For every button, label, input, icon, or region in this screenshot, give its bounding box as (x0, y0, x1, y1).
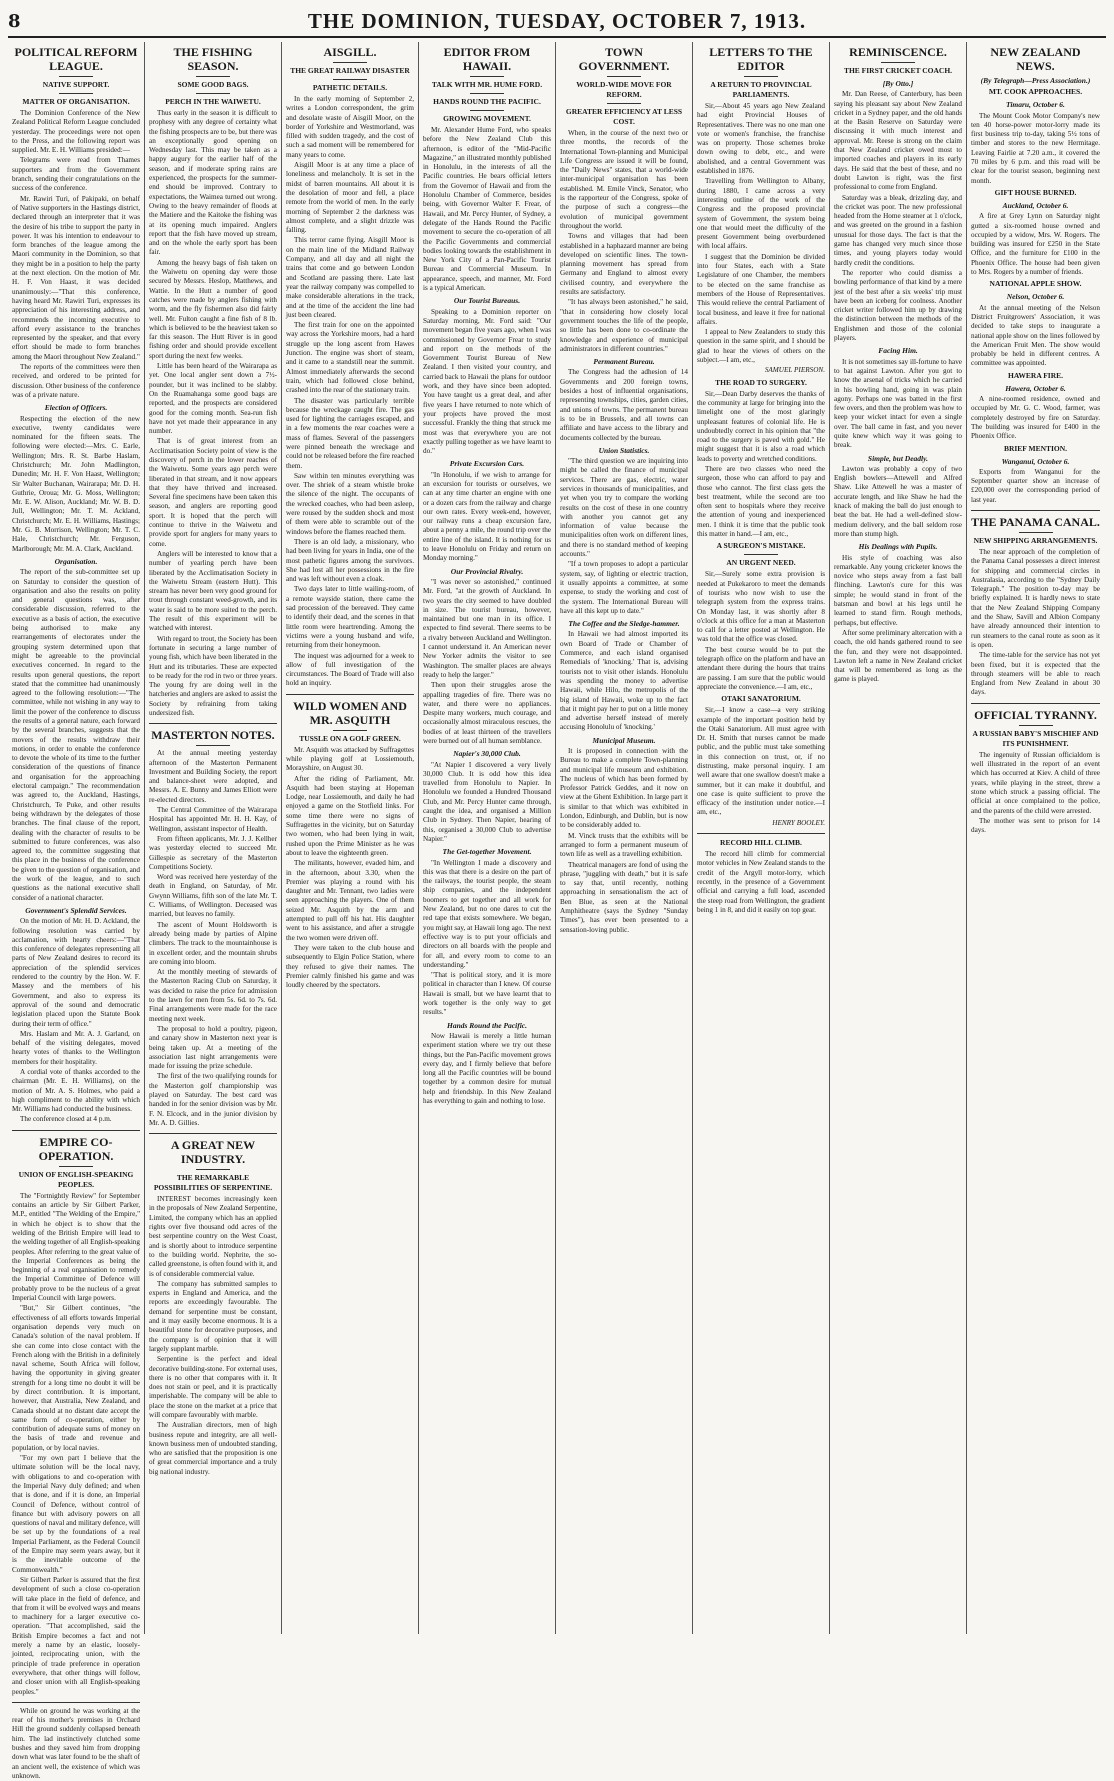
paragraph: Mr. Alexander Hume Ford, who speaks before the New Zealand Club this afternoon, is editor of the "Mid-Pacific Magazine," an illustrated monthly published in Honolulu, in the interests of all the Pacific countries. He bears official letters from the Governor of Hawaii and from the Honolulu Chamber of Commerce, besides being, with Governor Walter F. Frear, of Hawaii, and Mr. Percy Hunter, of Sydney, a delegate of the Hands Round the Pacific movement to secure the co-operation of all the Pacific Governments and commercial bodies looking towards the establishment in New York City of a Pan-Pacific Tourist Bureau and Commercial Museum. In appearance, speech, and manner, Mr. Ford is a typical American. (423, 126, 551, 293)
paragraph: The report of the sub-committee set up on Saturday to consider the question of organisation and also the results on polity and general questions was, after considerable discussion, referred to the executive as a basis of action, the executive being authorised to make any rearrangements of electorates under the grouping system determined upon that might be agreeable to the provincial executives concerned. In regard to the results upon general questions, the report stated that the committee had unanimously agreed to the following resolution:—"The committee, while not wishing in any way to limit the power of the conference to discuss the results of a general nature, each forward by the several branches, suggests that the movers of the results withdraw their motions, in order to enable the conference to devote the whole of its time to the further consideration of the questions of finance and organisation for the approaching electoral campaign." The recommendation was agreed to, the Auckland, Hastings, Christchurch, Te Puke, and other results being withdrawn by the delegates of those branches. The final clause of the report, dealing with the character of results to be submitted to future conferences, was also agreed to, the committee suggesting that this place in the business of the conference be given to the question of organisation, and the work of the league, and to such questions as the national executive shall consider of a national character. (12, 568, 140, 902)
paragraph: "If a town proposes to adopt a particular system, say, of lighting or electric traction, it usually appoints a committee, at some expense, to study the working and cost of the system. The International Bureau will have all this kept up to date." (560, 560, 688, 615)
paragraph: It is proposed in connection with the Bureau to make a complete Town-planning and municipal life museum and exhibition. The nucleus of which has been formed by Professor Patrick Geddes, and it now on view at the Ghent Exhibition. In large part it is similar to that which was exhibited in London, Edinburgh, and Dublin, but is now to be considerably added to. (560, 747, 688, 830)
paragraph: When, in the course of the next two or three months, the records of the International Town-planning and Municipal Life Congress are issued it will be found, the "Daily News" states, that a world-wide inter-municipal organisation has been established. M. Emile Vinck, Senator, who is the rapporteur of the Congress, spoke of the purpose of such a congress—the evolution of municipal government throughout the world. (560, 129, 688, 230)
paragraph: The inquest was adjourned for a week to allow of full investigation of the circumstances. The Board of Trade will also hold an inquiry. (286, 651, 414, 688)
paragraph: Speaking to a Dominion reporter on Saturday morning, Mr. Ford said: "Our movement began five years ago, when I was commissioned by Governor Frear to study and report on the methods of the Government Tourist Bureau of New Zealand. I then visited your country, and carried back to Hawaii the plans for outdoor work, and they have since been adopted. You have taught us a great deal, and after five years I have returned to note which of your projects have proved the most successful. Frankly the thing that struck me most was that everywhere you are not exactly pulling together as we have learnt to do." (423, 307, 551, 456)
subheading: NATIVE SUPPORT. (42, 80, 110, 89)
paragraph: Respecting the election of the new executive, twenty candidates were nominated for the fifteen seats. The following were elected:—Mrs. C. Earle, Wellington; Mrs. R. St. Barbe Haslam, Christchurch; Mr. John Madlington, Dunedin; Mr. H. F. Von Haast, Wellington; Sir Walter Buchanan, Wairarapa; Mr. D. H. Guthrie, Oroua; Mr. G. Moss, Wellington; Mr. E. W. Alison, Auckland; Mr. W. B. D. Jull, Wellington; Mr. T. M. Ackland, Christchurch; Mr. E. H. Williams, Hastings; Mr. G. B. Morrison, Wellington; Mr. T. C. Hale, Christchurch; Mr. Ferguson, Marlborough; Mr. M. A. Clark, Auckland. (12, 414, 140, 553)
paragraph: From fifteen applicants, Mr. J. J. Kellher was yesterday elected to succeed Mr. Gillespie as secretary of the Masterton Competitions Society. (149, 834, 277, 871)
paragraph: The conference closed at 4 p.m. (20, 1115, 112, 1124)
rule (1019, 725, 1053, 726)
paragraph: Travelling from Wellington to Albany, during 1880, I came across a very interesting outline of the work of the Congress and the proposed provincial system of Government, the system being one that would meet the difficulty of the present Government being overburdened with local affairs. (697, 177, 825, 251)
rule (607, 103, 641, 104)
byline: [By Otto.] (882, 79, 914, 88)
rule (59, 93, 93, 94)
paragraph: Aisgill Moor is at any time a place of loneliness and melancholy. It is set in the midst of barren mountains. All about it is the desolation of moor and fell, a place remote from the world of men. In the early morning of September 2 the darkness was almost complete, and a slight drizzle was falling. (286, 161, 414, 235)
news-item-heading: MT. COOK APPROACHES. (988, 87, 1083, 97)
subheading: THE FIRST CRICKET COACH. (843, 66, 953, 75)
paragraph: The militants, however, evaded him, and in the afternoon, about 3.30, when the Premier was playing a round with his daughter and Mr. Tennant, two ladies were seen approaching the players. One of them seized Mr. Asquith by the arm and attempted to pull off his hat. His daughter went to his assistance, and after a struggle the two women were driven off. (286, 859, 414, 942)
subheading: OTAKI SANATORIUM. (721, 694, 801, 704)
paragraph: At the annual meeting of the Nelson District Fruitgrowers' Association, it was decided to take steps to inaugurate a national apple show on the lines followed by the American Fruit Men. The show would probably be held in different centres. A committee was appointed. (971, 303, 1100, 368)
paragraph: Sir Gilbert Parker is assured that the first development of such a close co-operation will take place in the field of defence, and that from it will be evolved ways and means to machinery for a larger executive co-operation. "That accomplished, said the British Empire becomes a fact and not merely a name by an elastic, loosely-jointed, reciprocating union, with the principle of trade preference in operation everywhere, that other things will follow, and closer union with all English-speaking peoples." (12, 1575, 140, 1696)
section-heading: Our Tourist Bureaus. (453, 296, 521, 306)
paragraph: This terror came flying. Aisgill Moor is on the main line of the Midland Railway Company, and all day and all night the trains that come and go between London and Scotland are passing there. Late last year the railway company was compelled to make considerable alterations in the track, and at the time of the accident the line had just been cleared. (286, 236, 414, 319)
news-item-heading: NATIONAL APPLE SHOW. (989, 279, 1082, 289)
paragraph: Lawton was probably a copy of two English bowlers—Attewell and Alfred Shaw. Like Attewell he was a master of accurate length, and like Shaw he had the knack of making the ball do just enough to beat the bat. He had a well-defined slow-medium delivery, and the ball seldom rose more than stump high. (834, 464, 962, 538)
paragraph: Sir,—I know a case—a very striking example of the important position held by the Otaki Sanatorium. All must agree with Dr. H. Smith that nurses cannot be made public, and the public must take something in this connection on trust, or, if no distrusting, make personal inquiry. I am well aware that one swallow doesn't make a summer, but it can make it doubtful, and one case is quite sufficient to prove the efficacy of the institution under notice.—I am, etc., (697, 706, 825, 817)
rule (333, 730, 367, 731)
paragraph: The reporter who could dismiss a bowling performance of that kind by a mere jest of the best after a six weeks' trip must have been an iceberg for coolness. Another cricket writer followed him up by drawing the distinction between the methods of the Englishmen and those of the colonial players. (834, 268, 962, 343)
column-2 (145, 42, 282, 1634)
headline: TOWN GOVERNMENT. (578, 45, 670, 73)
section-heading: Municipal Museum. (592, 735, 656, 745)
subheading: GREATER EFFICIENCY AT LESS COST. (565, 107, 683, 126)
paragraph: "In Wellington I made a discovery and this was that there is a desire on the part of the railways, the tourist people, the steam ship companies, and the independent boomers to get together and all work for New Zealand, but no one dares to cut the red tape that exists somewhere. We began, you might say, at Hawaii long ago. The next effective way is to put your officials and directors on all boards with the people and for all, and every room to come to an understanding." (423, 858, 551, 969)
rule (196, 745, 230, 746)
columns (8, 42, 1106, 1780)
paragraph: At the annual meeting yesterday afternoon of the Masterton Permanent Investment and Building Society, the report and balance-sheet were adopted, and Messrs. A. E. Bunny and James Elliott were re-elected directors. (149, 749, 277, 804)
news-item-heading: HAWERA FIRE. (1007, 370, 1063, 380)
dateline: Hawera, October 6. (1005, 383, 1066, 393)
subheading: MATTER OF ORGANISATION. (22, 97, 130, 106)
paragraph: Mr. Rawiri Turi, of Pakipaki, on behalf of Native supporters in the Hastings district, declared through an interpreter that it was the desire of his tribe to support the party in power. It was his intention to endeavour to form branches of the league among the Maori community in the Dominion, so that they might be in a position to help the party at the next election. On the motion of Mr. H. F. Von Haast, it was decided unanimously:—"That this conference, having heard Mr. Rawiri Turi, expresses its appreciation of his interesting address, and recommends the incoming executive to afford every assistance to the branches represented by the speaker, and that every effort should be made to form branches among the Maori throughout New Zealand." (12, 194, 140, 361)
section-heading: Organisation. (54, 556, 98, 566)
subheading: SOME GOOD BAGS. (177, 80, 249, 89)
paragraph: A nine-roomed residence, owned and occupied by Mr. G. C. Wood, farmer, was completely destroyed by fire on Saturday. The building was insured for £400 in the Phoenix Office. (971, 395, 1100, 441)
section-heading: Permanent Bureau. (593, 357, 655, 367)
column-1 (8, 42, 145, 1780)
paragraph: Exports from Wanganui for the September quarter show an increase of £20,000 over the corresponding period of last year. (971, 467, 1100, 504)
dateline: Auckland, October 6. (1002, 200, 1069, 210)
paragraph: "At Napier I discovered a very lively 30,000 Club. It is odd how this idea travelled from Honolulu to Napier. In Honolulu we founded a Hundred Thousand Club, and Mr. Percy Hunter came through, caught the idea, and organised a Million Club in Sydney. Then Napier, hearing of this, organised a 30,000 Club to advertise Napier." (423, 760, 551, 843)
paragraph: "For my own part I believe that the ultimate solution will be the local navy, with obligations to and co-operation with the Imperial Navy duly defined; and when that is done, and if it is done, an Imperial Council of Defence, without control of finance but with advisory powers on all questions of naval and military defence, will be set up by the foundations of a real Imperial Parliament, as the Federal Council of the Empire may seem years away, but it is the inevitable outcome of the Commonwealth." (12, 1454, 140, 1574)
column-3 (282, 42, 419, 1634)
paragraph: His style of coaching was also remarkable. Any young cricketer knows the novice who steps away from a fast ball flinching. Lawton's cure for this was simple; he would stand in front of the batsman and bowl at his legs until he learned to stand firm. Rough methods, perhaps, but effective. (834, 553, 962, 627)
paragraph: The Central Committee of the Wairarapa Hospital has appointed Mr. H. H. Kay, of Wellington, assistant inspector of Health. (149, 806, 277, 833)
paragraph: Theatrical managers are fond of using the phrase, "juggling with death," but it is safe to say that, until recently, nothing approaching in sensationalism the act of Ben Blue, as seen at the National Amphitheatre (says the Sydney "Sunday Times"), has ever been presented to a sensation-loving public. (560, 860, 688, 934)
section-heading: Our Provincial Rivalry. (450, 566, 524, 576)
article-divider (149, 1133, 277, 1134)
paragraph: There are two classes who need the surgeon, those who can afford to pay and those who cannot. The first class gets the best treatment, while the second are too often sent to hospitals where they receive the attention of young and inexperienced men. I think it is time that the public took this matter in hand.—I am, etc., (697, 464, 825, 539)
subheading: THE ROAD TO SURGERY. (715, 377, 807, 387)
masthead-title: THE DOMINION, TUESDAY, OCTOBER 7, 1913. (307, 8, 807, 33)
paragraph: Mrs. Haslam and Mr. A. J. Garland, on behalf of the visiting delegates, moved hearty votes of thanks to the Wellington members for their hospitality. (12, 1029, 140, 1066)
subheading: NEW SHIPPING ARRANGEMENTS. (973, 535, 1098, 545)
rule (1019, 532, 1053, 533)
paragraph: A fire at Grey Lynn on Saturday night gutted a six-roomed house owned and occupied by a widow, Mrs. W. Rogers. The building was insured for £250 in the State Office, and the furniture for £100 in the Phoenix Office. The house had been given to Mrs. Rogers by a number of friends. (971, 212, 1100, 277)
paragraph: The proposal to hold a poultry, pigeon, and canary show in Masterton next year is being taken up. At a meeting of the association last night arrangements were made for issuing the prize schedule. (149, 1024, 277, 1071)
article-divider (149, 723, 277, 724)
paragraph: "The third question we are inquiring into might be called the finance of municipal services. There are gas, electric, water services in thousands of municipalities, and yet when you try to compare the working results on the cost of these in one country with another you cannot get any information of value because the municipalities often work on different lines, and there is no standard method of keeping accounts." (560, 457, 688, 559)
rule (744, 76, 778, 77)
column-8 (967, 42, 1104, 1634)
paragraph: Mr. Asquith was attacked by Suffragettes while playing golf at Lossiemouth, Morayshire, on August 30. (286, 745, 414, 773)
article-divider (286, 694, 414, 695)
paragraph: Sir,—About 45 years ago New Zealand had eight Provincial Houses of Representatives. There was no one man one vote or women's franchise, the franchise was on property. Those schemes broke down owing to debt, etc., and were abolished, and a central Government was established in 1876. (697, 102, 825, 176)
paragraph: They were taken to the club house and subsequently to Elgin Police Station, where they refused to give their names. The Premier calmly finished his game and was loudly cheered by the spectators. (286, 943, 414, 990)
paragraph: "I was never so astonished," continued Mr. Ford, "at the growth of Auckland. In two years the city seemed to have doubled in size. The tourist bureau, however, maintained but one man in its office. I expected to find several. There seems to be a rivalry between Auckland and Wellington. I cannot understand it. An American never New Yorker admits the visitor to see Washington. The smaller places are always ready to help the larger." (423, 577, 551, 679)
paragraph: I appeal to New Zealanders to study this question in the same spirit, and I should be glad to hear the views of others on the subject.—I am, etc., (697, 328, 825, 365)
headline: NEW ZEALAND NEWS. (990, 45, 1081, 73)
paragraph: The Australian directors, men of high business repute and integrity, are all well-known business men of undoubted standing, who are satisfied that the proposition is one of great commercial importance and a truly big national industry. (149, 1421, 277, 1476)
rule (470, 93, 504, 94)
paragraph: The Dominion Conference of the New Zealand Political Reform League concluded yesterday. The proceedings were not open to the Press, and the following report was supplied. Mr. E. H. Williams presided:— (12, 109, 140, 155)
headline: POLITICAL REFORM LEAGUE. (14, 45, 138, 73)
article-divider (971, 703, 1100, 704)
rule (333, 79, 367, 80)
paragraph: The near approach of the completion of the Panama Canal possesses a direct interest for shipping and commercial circles in Australasia, according to the "Sydney Daily Telegraph." The position to-day may be briefly explained. It is hardly news to state that the New Zealand Shipping Company and the Shaw, Savill and Albion Company have already announced their intention to run steamers to the canal route as soon as it is open. (971, 547, 1100, 649)
headline: EMPIRE CO-OPERATION. (38, 1134, 114, 1163)
subheading: THE GREAT RAILWAY DISASTER (290, 66, 410, 75)
paragraph: Sir,—Dean Darby deserves the thanks of the community at large for bringing into the limelight one of the most glaringly unpleasant features of colonial life. He is undoubtedly correct in his opinion that "the road to the surgery is paved with gold." He might suggest that it is also a road which leads to poverty and wretched conditions. (697, 389, 825, 463)
paragraph: INTEREST becomes increasingly keen in the proposals of New Zealand Serpentine, Limited, the company which has an applied rights over five thousand odd acres of the best serpentine country on the West Coast, and is shortly about to introduce serpentine to the building world. Nephrite, the so-called greenstone, is often found with it, and is of considerable commercial value. (149, 1195, 277, 1278)
article-divider (697, 833, 825, 834)
section-heading: The Get-together Movement. (442, 847, 532, 857)
signature: SAMUEL PIERSON. (764, 366, 825, 375)
section-heading: Facing Him. (878, 346, 918, 356)
rule (59, 1166, 93, 1167)
paragraph: The Mount Cook Motor Company's new ten 40 horse-power motor-lorry made its first business trip to-day, taking 5½ tons of timber and stores to the new Hermitage. Leaving Fairlie at 7.20 a.m., it covered the 70 miles by 6 p.m. and this road will be clear for the tourist season, beginning next month. (971, 111, 1100, 185)
subheading: A RUSSIAN BABY'S MISCHIEF AND ITS PUNISHMENT. (972, 728, 1099, 748)
paragraph: "That is political story, and it is more political in character than I knew. Of course Hawaii is small, but we have learnt that to work together is the only way to get results." (423, 971, 551, 1017)
rule (333, 62, 367, 63)
paragraph: The mother was sent to prison for 14 days. (971, 816, 1100, 835)
paragraph: "But," Sir Gilbert continues, "the effectiveness of all efforts towards Imperial organisation depends very much on Canada's solution of the naval problem. If she can come into close contact with the French along with the British in a definitely naval scheme, South Africa will follow, having the opportunity in giving greater strength for a long time no doubt it will be by direct contribution. It is important, however, that Australia, New Zealand, and Canada should at no distant date accept the same form of co-operation, either by contribution of adequate sums of money on the basis of trade and revenue and population, or by local navies. (12, 1304, 140, 1452)
paragraph: Saw within ten minutes everything was over. The shriek of a steam whistle broke the silence of the night. The occupants of the wrecked coaches, who had been asleep, were roused by the sudden shock and most of them were able to scramble out of the windows before the flames reached them. (286, 471, 414, 536)
article-divider (12, 1130, 140, 1131)
article-divider (971, 510, 1100, 511)
subheading: TUSSLE ON A GOLF GREEN. (299, 733, 401, 743)
paragraph: The time-table for the service has not yet been fixed, but it is expected that the through steamers will be able to reach England from New Zealand in about 30 days. (971, 651, 1100, 697)
section-heading: Napier's 30,000 Club. (453, 749, 521, 759)
headline: THE FISHING SEASON. (173, 45, 253, 73)
paragraph: The company has submitted samples to experts in England and America, and the reports are exceedingly favourable. The demand for serpentine must be constant, and it may easily become enormous. It is a beautiful stone for decorative purposes, and the company is of opinion that it will largely supplant marble. (149, 1279, 277, 1353)
paragraph: After some preliminary altercation with a coach, the old hands gathered round to see the fun, and they were not disappointed. Lawton left a name in New Zealand cricket that will be remembered as long as the game is played. (834, 628, 962, 684)
subheading: AN URGENT NEED. (726, 558, 796, 568)
subheading: UNION OF ENGLISH-SPEAKING PEOPLES. (18, 1169, 134, 1189)
paragraph: I suggest that the Dominion be divided into four States, each with a State Legislature of one Chamber, the members to be elected on the same franchise as members of the House of Representatives. This would relieve the central Parliament of local business, and leave it free for national affairs. (697, 252, 825, 326)
paragraph: Mr. Dan Reese, of Canterbury, has been saying his pleasant say about New Zealand cricket in a Sydney paper, and the old hands at the Basin Reserve on Saturday were discussing it with much interest and approval. Mr. Reese is strong on the claim that New Zealand cricket owed most to imported coaches and players in its early days. He said that the best of these, and no doubt Lawton is right, was the first professional to come from England. (834, 90, 962, 192)
paragraph: In Hawaii we had almost imported its own Board of Trade or Chamber of Commerce, and each island organised Remedials of 'knocking.' That is, advising tourists not to visit other islands. Honolulu was spending the money to advertise Hawaii, while Hilo, the metropolis of the big island of Hawaii, woke up to the fact that it might pay her to put on a little money and advertise herself instead of merely accusing Honolulu of 'knocking.' (560, 630, 688, 732)
subheading: A RETURN TO PROVINCIAL PARLIAMENTS. (710, 80, 812, 99)
news-item-heading: GIFT HOUSE BURNED. (994, 187, 1077, 197)
column-7 (830, 42, 967, 1634)
paragraph: Sir,—Surely some extra provision is needed at Pukekaroro to meet the demands of tourists who now wish to use the telegraph system from the express trains. On Monday last, it was shortly after 8 o'clock at this office for a man at Masterton to call for a letter posted at Wellington. He was told that the office was closed. (697, 570, 825, 644)
paragraph: Little has been heard of the Wairarapa as yet. One local angler sent down a 7½-pounder, but it was inclined to be slabby. On the Ruamahanga some good bags are reported, and the prospects are considered good for the coming month. Sea-run fish have not yet made their appearance in any number. (149, 362, 277, 436)
page-number: 8 (8, 10, 21, 32)
headline: AISGILL. (323, 45, 377, 59)
rule (607, 76, 641, 77)
paragraph: The first train for one on the appointed way across the Yorkshire moors, had a hard struggle up the long ascent from Hawes Junction. The engine was short of steam, and it came to a standstill near the summit. Almost immediately afterwards the second train, which had followed close behind, crashed into the rear of the stationary train. (286, 321, 414, 395)
paragraph: "It has always been astonished," he said, "that in considering how closely local government touches the life of the people, so little has been done to co-ordinate the knowledge and experience of municipal administrators in different countries." (560, 298, 688, 353)
paragraph: The reports of the committees were then received, and ordered to be printed for discussion. Other business of the conference was of a private nature. (12, 363, 140, 399)
paragraph: The first of the two qualifying rounds for the Masterton golf championship was played on Saturday. The best card was handed in for the senior division was by Mr. F. N. Elcock, and in the junior division by Mr. A. D. Gillies. (149, 1072, 277, 1127)
rule (470, 76, 504, 77)
paragraph: With regard to trout, the Society has been fortunate in securing a large number of young fish, which have been liberated in the Hutt and its tributaries. These are expected to be ready for the rod in two or three years. The young fry are doing well in the hatcheries and anglers are asked to assist the Society by refraining from taking undersized fish. (149, 634, 277, 717)
paragraph: After the riding of Parliament, Mr. Asquith had been staying at Hopeman Lodge, near Lossiemouth, and daily he had enjoyed a game on the Stotfield links. For some time there were no signs of Suffragettes in the vicinity, but on Saturday two women, who had been lying in wait, rushed upon the Prime Minister as he was about to leave the eighteenth green. (286, 774, 414, 857)
paragraph: There is an old lady, a missionary, who had been living for years in India, one of the most pathetic figures among the survivors. She had lost all her possessions in the fire and was left without even a cloak. (286, 537, 414, 584)
subheading: PERCH IN THE WAIWETU. (165, 97, 261, 106)
masthead (8, 6, 1106, 38)
section-heading: His Dealings with Pupils. (858, 542, 938, 552)
dateline: Wanganui, October 6. (1001, 456, 1070, 466)
paragraph: Serpentine is the perfect and ideal decorative building-stone. For external uses, there is no other that compares with it. It does not stain or peel, and it is practically imperishable. The company will be able to place the stone on the market at a price that will compare favourably with marble. (149, 1355, 277, 1419)
paragraph: A cordial vote of thanks accorded to the chairman (Mr. E. H. Williams), on the motion of Mr. A. S. Holmes, who paid a high compliment to the ability with which Mr. Williams had conducted the business. (12, 1067, 140, 1114)
rule (881, 62, 915, 63)
paragraph: Word was received here yesterday of the death in England, on Saturday, of Mr. Gwynn Williams, fifth son of the late Mr. T. C. Williams, of Wellington. Deceased was married, but leaves no family. (149, 873, 277, 919)
paragraph: The Congress had the adhesion of 14 Governments and 200 foreign towns, besides a host of influential organisations, representing townships, cities, garden cities, and unions of towns. The permanent bureau is to be in Brussels, and all towns can affiliate and have access to the library and documents collected by the bureau. (560, 368, 688, 442)
paragraph: The disaster was particularly terrible because the wreckage caught fire. The gas used for lighting the carriages escaped, and in a few moments the rear coaches were a mass of flames. Several of the passengers were pinned beneath the wreckage and could not be released before the fire reached them. (286, 396, 414, 470)
rule (196, 76, 230, 77)
headline: EDITOR FROM HAWAII. (443, 45, 531, 73)
paragraph: At the monthly meeting of stewards of the Masterton Racing Club on Saturday, it was decided to raise the price for admission to the lawn for men from 5s. 6d. to 7s. 6d. Final arrangements were made for the race meeting next week. (149, 968, 277, 1023)
paragraph: That is of great interest from an Acclimatisation Society point of view is the discovery of perch in the lower reaches of the Waiwetu. Some years ago perch were liberated in that stream, and it now appears that they have thrived and increased. Several fine specimens have been taken this season, and anglers are reporting good sport. It is hoped that the perch will continue to thrive in the Waiwetu and provide sport for anglers for many years to come. (149, 437, 277, 548)
byline: (By Telegraph—Press Association.) (980, 76, 1091, 85)
paragraph: Telegrams were read from Thames supporters and from the Government branch, sending their congratulations on the success of the conference. (12, 156, 140, 193)
column-6 (693, 42, 830, 1634)
section-heading: Government's Splendid Services. (25, 905, 127, 915)
signature: HENRY BOOLEY. (772, 818, 825, 827)
paragraph: Saturday was a bleak, drizzling day, and the cricket was poor. The new professional headed from the Home steamer at 1 o'clock, and was greeted on the ground in a fashion unusual for those days. The fact is that the game has changed very much since those times, and young players today would hardly credit the conditions. (834, 193, 962, 267)
subheading: A SURGEON'S MISTAKE. (716, 541, 806, 551)
paragraph: Anglers will be interested to know that a number of yearling perch have been liberated by the Acclimatisation Society in the Waiwetu Stream (eastern Hutt). This stream has never been very good ground for trout through constant weed-growth, and its water is said to be more suited to the perch. The result of this experiment will be watched with interest. (149, 549, 277, 633)
rule (59, 76, 93, 77)
paragraph: The best course would be to put the telegraph office on the platform and have an attendant there during the hours that trains are passing. I am sure that the public would appreciate the convenience.—I am, etc., (697, 645, 825, 691)
headline: LETTERS TO THE EDITOR (709, 45, 813, 73)
paragraph: Two days later to little wailing-room, of a remote wayside station, there came the sad procession of the bereaved. They came to identify their dead, and the scenes in that little room were heartrending. Among the victims were a young husband and wife, returning from their honeymoon. (286, 585, 414, 650)
paragraph: "In Honolulu, if we wish to arrange for an excursion for tourists or ourselves, we can at any time charter an engine with one or a dozen cars from the railway and charge our own rates. Every week-end, however, our railway runs a cheap excursion fare, about a penny a mile, the round trip over the entire line of the island. It is nothing for us to leave Honolulu on Friday and return on Monday morning." (423, 470, 551, 563)
headline: REMINISCENCE. (849, 45, 947, 59)
rule (744, 554, 778, 555)
news-item-heading: BRIEF MENTION. (1003, 443, 1068, 453)
paragraph: While on ground he was working at the rear of his mother's premises in Orchard Hill the ground suddenly collapsed beneath him. The lad instinctively clutched some bushes and they saved him from dropping down what was later found to be the shaft of an ancient well, the existence of which was unknown. (12, 1706, 140, 1780)
headline: A GREAT NEW INDUSTRY. (170, 1138, 256, 1167)
paragraph: Then upon their struggles arose the appalling tragedies of fire. There was no water, and there were no appliances. Despite many workers, much courage, and occasionally almost miraculous rescues, the bodies of at least thirteen of the travellers were burned out of all human semblance. (423, 681, 551, 745)
section-heading: Hands Round the Pacific. (446, 1020, 527, 1030)
subheading: THE REMARKABLE POSSIBILITIES OF SERPENTINE. (153, 1173, 273, 1193)
subheading: RECORD HILL CLIMB. (720, 838, 802, 848)
paragraph: Now Hawaii is merely a little human experiment station where we try out these things, but the Pan-Pacific movement grows every day, and I firmly believe that before long all the Pacific countries will be bound together by a common desire for mutual help and friendship. In this New Zealand has everything to gain and nothing to lose. (423, 1031, 551, 1105)
subheading: WORLD-WIDE MOVE FOR REFORM. (576, 80, 672, 99)
rule (196, 1169, 230, 1170)
headline: MASTERTON NOTES. (151, 728, 275, 743)
subheading: HANDS ROUND THE PACIFIC. (433, 97, 541, 106)
paragraph: The ascent of Mount Holdsworth is already being made by parties of Alpine climbers. The track to the mountainhouse is in excellent order, and the mountain shrubs are coming into bloom. (149, 920, 277, 966)
paragraph: M. Vinck trusts that the exhibits will be arranged to form a permanent museum of town life as well as a travelling exhibition. (560, 831, 688, 859)
paragraph: Towns and villages that had been established in a haphazard manner are being developed on scientific lines. The town-planning movement has spread from Germany and England to almost every civilised country, and everywhere the results are satisfactory. (560, 232, 688, 297)
paragraph: Thus early in the season it is difficult to prophesy with any degree of certainty what the fishing prospects are to be, but there was an exceptionally good opening on Wednesday last. This may be taken as a happy augury for the earlier half of the season, and if moderate spring rains are experienced, the prospects for the summer-end should be improved. Contrary to expectations, the Waimea turned out wrong. Owing to the heavy remainder of floods at the Matiere and the Kaitoke the fishing was at its opening much impaired. Anglers report that the fish have moved up stream, and on the whole the early sport has been fair. (149, 109, 277, 257)
paragraph: In the early morning of September 2, writes a London correspondent, the grim and desolate waste of Aisgill Moor, on the border of Yorkshire and Westmorland, was filled with sudden tragedy, and the cost of such a sad moment will be remembered for many years to come. (286, 95, 414, 159)
section-heading: Election of Officers. (44, 403, 108, 413)
section-heading: Union Statistics. (598, 445, 650, 455)
paragraph: The "Fortnightly Review" for September contains an article by Sir Gilbert Parker, M.P., entitled "The Welding of the Empire," in which he object is to show that the welding of the British Empire will lead to the welding together of all English-speaking peoples. After referring to the great value of the Imperial Conferences as being the beginning of a real organisation to remedy the Imperial Committee of Defence will probably prove to be the nucleus of a great Imperial Council with large powers. (12, 1191, 140, 1303)
rule (196, 93, 230, 94)
paragraph: The record hill climb for commercial motor vehicles in New Zealand stands to the credit of the Argyll motor-lorry, which recently, in the presence of a Government official and carrying a full load, ascended the steep road from Wellington, the gradient being 1 in 8, and did it easily on top gear. (697, 850, 825, 914)
paragraph: On the motion of Mr. H. D. Ackland, the following resolution was carried by acclamation, with hearty cheers:—"That this conference of delegates representing all parts of New Zealand desires to record its appreciation of the splendid services rendered to the country by the Hon. W. F. Massey and the members of his Government, and also to express its approval of the sound and democratic legislation placed upon the Statute Book during their term of office." (12, 917, 140, 1028)
dateline: Nelson, October 6. (1006, 292, 1065, 302)
article-divider (12, 1702, 140, 1703)
subheading: GROWING MOVEMENT. (443, 114, 531, 123)
section-heading: The Coffee and the Sledge-hammer. (568, 619, 680, 629)
paragraph: Among the heavy bags of fish taken on the Waiwetu on opening day were those secured by Messrs. Heslop, Matthews, and Wattie. In the Hutt a number of good catches were made by anglers fishing with worm, and the fly fishermen also did fairly well. Mr. Fulton caught a fine fish of 8 lb. which is believed to be the heaviest taken so far this season. The Hutt River is in good fishing order and should provide excellent sport during the next few weeks. (149, 258, 277, 360)
headline: OFFICIAL TYRANNY. (974, 707, 1097, 722)
paragraph: It is not sometimes say ill-fortune to have to bat against Lawton. After you got to know the arsenal of tricks which he carried in his bowling hand, going in was plain agony. Perhaps one was batted in the first few overs, and then the problem was how to keep your wicket intact for even a single over. The ball came in fast, and you never quite knew which way it was going to break. (834, 357, 962, 450)
dateline: Timaru, October 6. (1006, 100, 1065, 110)
column-4 (419, 42, 556, 1634)
subheading: PATHETIC DETAILS. (312, 83, 388, 92)
rule (470, 110, 504, 111)
headline: THE PANAMA CANAL. (971, 514, 1100, 529)
headline: WILD WOMEN AND MR. ASQUITH (293, 698, 407, 727)
section-heading: Private Excursion Cars. (449, 459, 525, 469)
paragraph: The ingenuity of Russian officialdom is well illustrated in the report of an event which has occurred at Kiev. A child of three years, while playing in the street, threw a stone which struck a passing official. The official at once complained to the police, and the parents of the child were arrested. (971, 750, 1100, 815)
column-5 (556, 42, 693, 1634)
section-heading: Simple, but Deadly. (867, 453, 929, 463)
subheading: TALK WITH MR. HUME FORD. (431, 80, 543, 89)
